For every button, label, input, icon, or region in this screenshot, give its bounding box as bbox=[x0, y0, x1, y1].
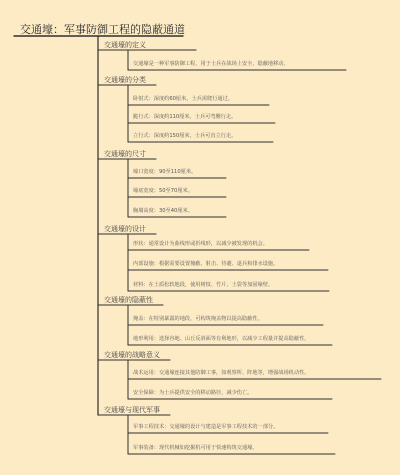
root-topic: 交通壕：军事防御工程的隐蔽通道 bbox=[20, 23, 185, 36]
leaf-topic: 军事工程技术：交通壕的设计与建造是军事工程技术的一部分。 bbox=[133, 424, 279, 430]
branch-topic: 交通壕的分类 bbox=[104, 76, 146, 84]
leaf-topic: 跪行式：深度约110厘米，士兵可弯腰行走。 bbox=[133, 114, 237, 120]
leaf-topic: 军事装备：现代机械如挖掘机可用于快速构筑交通壕。 bbox=[133, 445, 258, 451]
leaf-topic: 形状：通常设计为曲线形或折线形，以减少被发现的机会。 bbox=[133, 241, 268, 247]
leaf-topic: 战术运用：交通壕连接其他防御工事，如观察所、阵地等，增强战场机动性。 bbox=[133, 370, 310, 376]
branch-topic: 交通壕的隐蔽性 bbox=[104, 296, 153, 304]
leaf-topic: 安全保障：为士兵提供安全的移动路径，减少伤亡。 bbox=[133, 390, 253, 396]
leaf-topic: 内部设施：根据需要设置掩蔽、射击、待避、退兵和排水设施。 bbox=[133, 261, 279, 267]
leaf-topic: 壕口宽度：90至110厘米。 bbox=[133, 169, 197, 175]
leaf-topic: 壕底宽度：50至70厘米。 bbox=[133, 188, 193, 194]
leaf-topic: 立行式：深度约150厘米，士兵可直立行走。 bbox=[133, 133, 237, 139]
leaf-topic: 地形利用：选择谷地、山丘反斜面等有利地形，以减少工程量并提高隐蔽性。 bbox=[133, 336, 310, 342]
leaf-topic: 胸墙高度：30至40厘米。 bbox=[133, 208, 193, 214]
branch-topic: 交通壕的战略意义 bbox=[104, 351, 160, 359]
leaf-topic: 交通壕是一种军事防御工程，用于士兵在战场上安全、隐蔽地移动。 bbox=[133, 61, 289, 67]
leaf-topic: 材料：在土质松软地段，使用树枝、竹片、土袋等加固壕壁。 bbox=[133, 282, 274, 288]
branch-topic: 交通壕的设计 bbox=[104, 225, 146, 233]
branch-topic: 交通壕的尺寸 bbox=[104, 150, 146, 158]
leaf-topic: 掩盖：在特别暴露的地段，可构筑掩盖物以提高隐蔽性。 bbox=[133, 316, 263, 322]
branch-topic: 交通壕与现代军事 bbox=[104, 406, 160, 414]
leaf-topic: 卧射式：深度约60厘米，士兵需爬行通过。 bbox=[133, 96, 233, 102]
branch-topic: 交通壕的定义 bbox=[104, 41, 146, 49]
